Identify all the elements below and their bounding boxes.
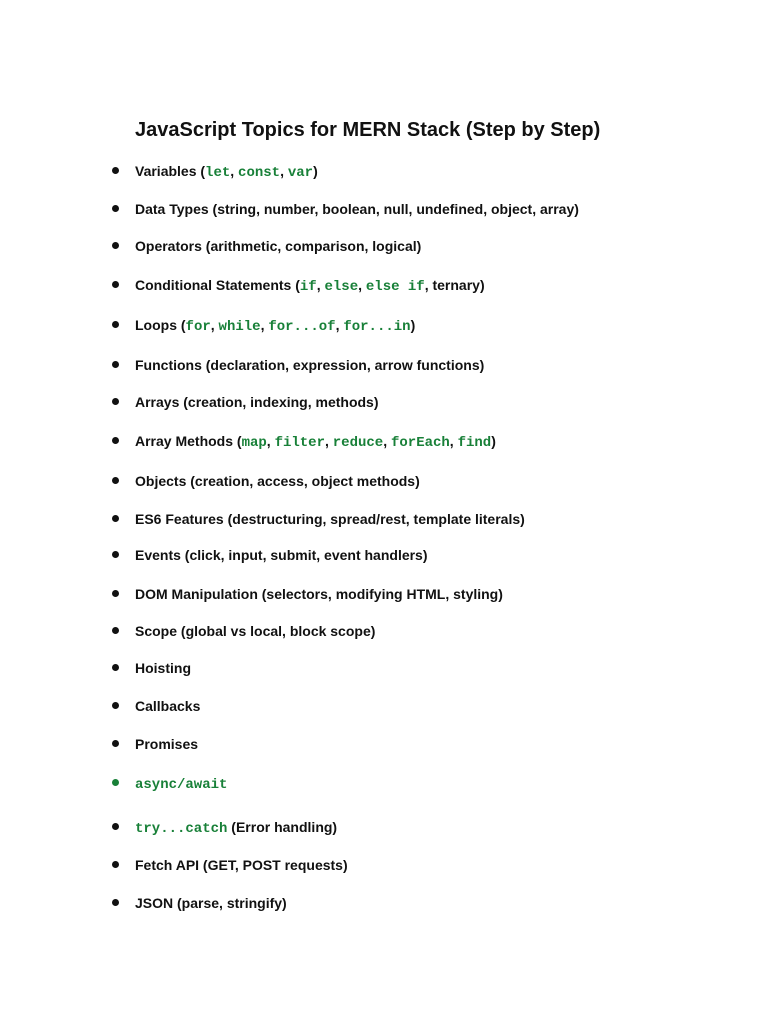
topic-label: ES6 Features (destructuring, spread/rest, template literals) bbox=[135, 511, 525, 527]
topic-text bbox=[135, 544, 428, 566]
topic-text bbox=[135, 354, 484, 376]
inline-code: for bbox=[185, 319, 211, 335]
bullet-icon bbox=[112, 702, 119, 709]
topic-text bbox=[135, 620, 375, 642]
bullet-icon bbox=[112, 242, 119, 249]
bullet-icon bbox=[112, 515, 119, 522]
bullet-icon bbox=[112, 823, 119, 830]
topic-label: , bbox=[335, 317, 344, 333]
bullet-icon bbox=[112, 740, 119, 747]
bullet-icon bbox=[112, 664, 119, 671]
topic-text bbox=[135, 583, 503, 605]
bullet-icon bbox=[112, 205, 119, 212]
bullet-icon bbox=[112, 398, 119, 405]
topic-text bbox=[135, 772, 227, 796]
topic-text bbox=[135, 160, 318, 184]
inline-code: try...catch bbox=[135, 821, 228, 837]
topic-text bbox=[135, 816, 337, 840]
inline-code: if bbox=[299, 279, 317, 295]
topic-text bbox=[135, 314, 415, 338]
inline-code: while bbox=[218, 319, 261, 335]
inline-code: for...of bbox=[268, 319, 336, 335]
topic-text bbox=[135, 508, 525, 530]
topic-label: , ternary) bbox=[424, 277, 485, 293]
topic-label: Promises bbox=[135, 736, 199, 752]
topic-label: Arrays (creation, indexing, methods) bbox=[135, 394, 379, 410]
topic-label: Conditional Statements ( bbox=[135, 277, 300, 293]
bullet-icon bbox=[112, 779, 119, 786]
topic-label: Callbacks bbox=[135, 698, 201, 714]
topic-label: Loops ( bbox=[135, 317, 186, 333]
bullet-icon bbox=[112, 590, 119, 597]
topic-label: Data Types (string, number, boolean, null, undefined, object, array) bbox=[135, 201, 579, 217]
inline-code: const bbox=[238, 165, 281, 181]
topic-label: ) bbox=[313, 163, 318, 179]
topic-label: , bbox=[449, 433, 458, 449]
topic-label: ) bbox=[410, 317, 416, 333]
bullet-icon bbox=[112, 477, 119, 484]
bullet-icon bbox=[112, 437, 119, 444]
inline-code: else bbox=[324, 279, 359, 295]
topic-label: Fetch API (GET, POST requests) bbox=[135, 857, 348, 873]
topic-label: ) bbox=[491, 433, 496, 449]
topic-label: (Error handling) bbox=[227, 819, 338, 835]
topic-label: Scope (global vs local, block scope) bbox=[135, 623, 376, 639]
inline-code: map bbox=[241, 435, 267, 451]
inline-code: var bbox=[287, 165, 314, 181]
inline-code: for...in bbox=[343, 319, 411, 335]
topic-label: , bbox=[280, 163, 288, 179]
bullet-icon bbox=[112, 321, 119, 328]
topic-label: Events (click, input, submit, event handlers) bbox=[135, 547, 428, 563]
topic-label: , bbox=[358, 277, 366, 293]
topic-label: , bbox=[266, 433, 275, 449]
topic-text bbox=[135, 470, 420, 492]
topic-label: , bbox=[260, 317, 269, 333]
topic-label: JSON (parse, stringify) bbox=[135, 895, 287, 911]
topic-label: Objects (creation, access, object methods) bbox=[135, 473, 420, 489]
topic-text bbox=[135, 733, 198, 755]
bullet-icon bbox=[112, 899, 119, 906]
bullet-icon bbox=[112, 861, 119, 868]
topic-text bbox=[135, 854, 348, 876]
inline-code: async/await bbox=[135, 777, 228, 793]
inline-code: find bbox=[457, 435, 492, 451]
bullet-icon bbox=[112, 627, 119, 634]
bullet-icon bbox=[112, 361, 119, 368]
bullet-icon bbox=[112, 167, 119, 174]
bullet-icon bbox=[112, 551, 119, 558]
topic-label: , bbox=[210, 317, 219, 333]
topic-text bbox=[135, 235, 421, 257]
page-title: JavaScript Topics for MERN Stack (Step by Step) bbox=[135, 119, 601, 141]
bullet-icon bbox=[112, 281, 119, 288]
topic-label: Operators (arithmetic, comparison, logical) bbox=[135, 238, 422, 254]
topic-text bbox=[135, 391, 379, 413]
topic-label: Variables ( bbox=[135, 163, 206, 179]
inline-code: filter bbox=[274, 435, 325, 451]
topic-label: , bbox=[325, 433, 333, 449]
inline-code: else if bbox=[365, 279, 425, 295]
topic-text bbox=[135, 657, 191, 679]
topic-label: , bbox=[230, 163, 239, 179]
topic-text bbox=[135, 198, 579, 220]
topic-text bbox=[135, 430, 496, 454]
topic-label: Array Methods ( bbox=[135, 433, 242, 449]
inline-code: reduce bbox=[332, 435, 384, 451]
topic-text bbox=[135, 892, 287, 914]
topic-label: Hoisting bbox=[135, 660, 191, 676]
topic-label: DOM Manipulation (selectors, modifying HTML, styling) bbox=[135, 586, 503, 602]
topic-label: , bbox=[383, 433, 391, 449]
inline-code: forEach bbox=[390, 435, 450, 451]
inline-code: let bbox=[205, 165, 231, 181]
topic-text bbox=[135, 274, 485, 298]
topic-label: Functions (declaration, expression, arrow functions) bbox=[135, 357, 485, 373]
topic-text bbox=[135, 695, 200, 717]
topic-label: , bbox=[316, 277, 325, 293]
